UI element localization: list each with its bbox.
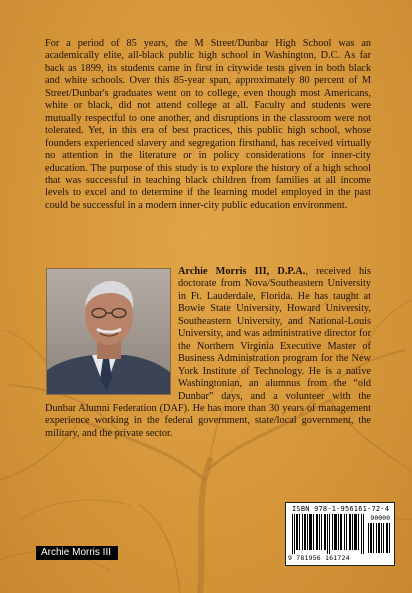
addon-bars xyxy=(368,523,390,553)
bio-photo-spacer xyxy=(45,266,178,396)
barcode-bars xyxy=(292,514,366,554)
blurb-paragraph: For a period of 85 years, the M Street/Dunbar High School was an academically elite, all-black public high school in Washington, D.C. As far back as 1899, its students came in first in citywide tests given in both black and white schools. Over this 85-year span, approximately 80 percent of M Street/Dunbar's graduates went on to college, even though most Americans, white or black, did not attend college at all. Faculty and students were mutually respectful to one another, and disruptions in the classroom were not tolerated. Yet, in this era of best practices, this public high school, whose founders experienced slavery and segregation firsthand, has received virtually no attention in the literature or in policy considerations for inner-city education. The purpose of this study is to explore the history of a high school that was successful in teaching black children from families at all income levels to excel and to determine if the learning model employed in the past could be successful in a modern inner-city public education environment. xyxy=(45,38,371,211)
bio-text: , received his doctorate from Nova/Southeastern University in Ft. Lauderdale, Florida. He has taught at Bowie State University, Howard University, Southeastern University, and National-Louis University, and was administrative director for the Northern Virginia Executive Master of Business Administration program for the New York Institute of Technology. He is a native Washingtonian, an alumnus from the “old Dunbar” days, and a volunteer with the Dunbar Alumni Federation (DAF). He has more than 30 years of management experience working in the federal government, state/local government, the military, and the private sector. xyxy=(45,266,372,439)
isbn-barcode xyxy=(285,502,395,566)
barcode-digits: 9 781956 161724 xyxy=(288,554,350,562)
bio-author-name: Archie Morris III, D.P.A. xyxy=(178,266,306,277)
author-name-label: Archie Morris III xyxy=(36,546,118,560)
isbn-number: ISBN 978-1-956161-72-4 xyxy=(292,505,390,513)
author-bio xyxy=(45,266,371,440)
barcode-addon: 90000 xyxy=(370,514,390,522)
